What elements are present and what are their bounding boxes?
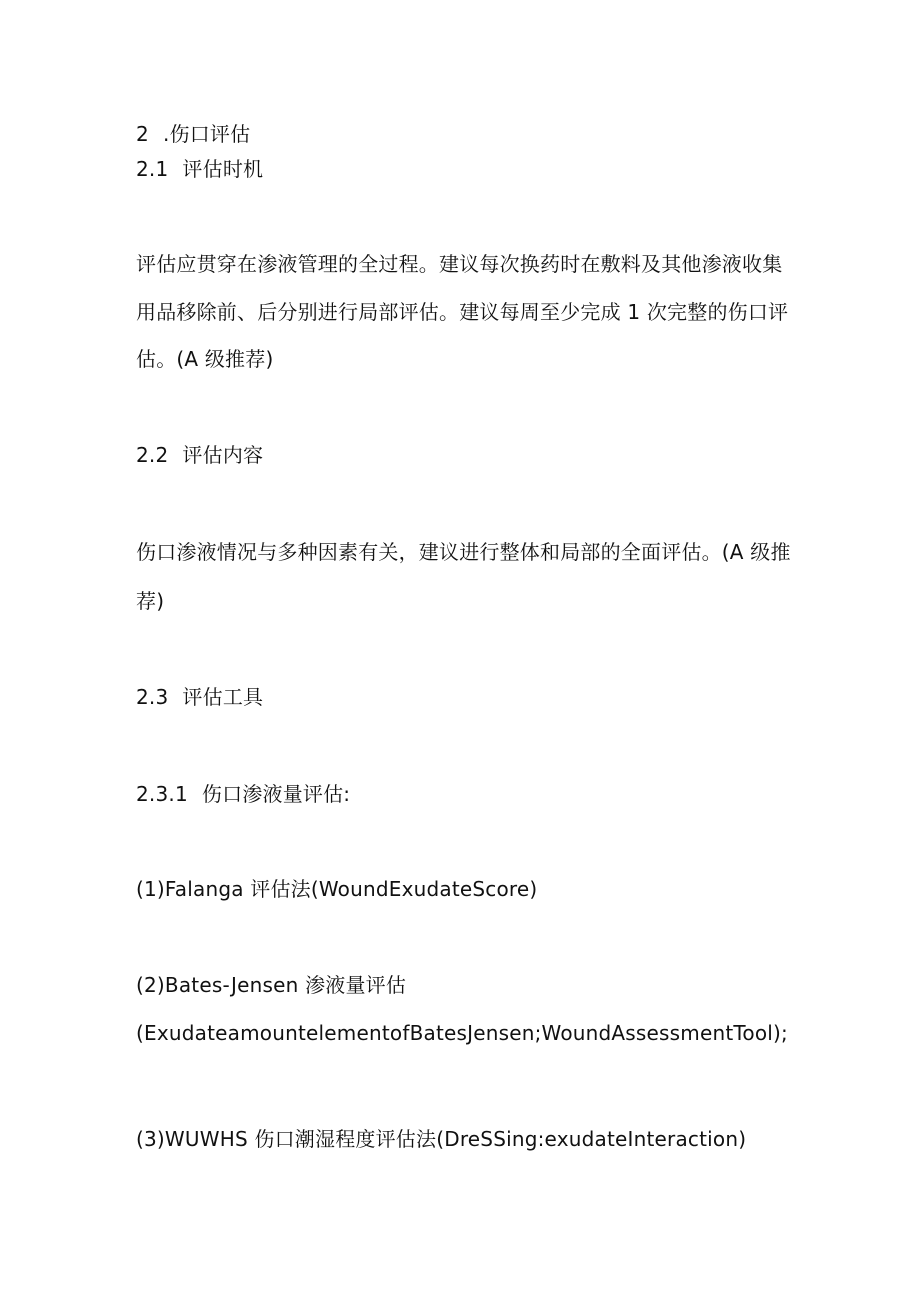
tool-list-item: (1)Falanga 评估法(WoundExudateScore) xyxy=(136,877,538,901)
paragraph-line: 荐) xyxy=(136,589,165,613)
subsection-heading-2-3-1 xyxy=(136,781,350,807)
subsection-heading-2-1 xyxy=(136,156,263,182)
section-heading xyxy=(136,121,250,147)
section-number: 2 xyxy=(136,122,149,146)
paragraph-line: 评估应贯穿在渗液管理的全过程。建议每次换药时在敷料及其他渗液收集 xyxy=(136,252,783,276)
paragraph-line: 伤口渗液情况与多种因素有关，建议进行整体和局部的全面评估。(A 级推 xyxy=(136,540,791,564)
tool-list-item: (3)WUWHS 伤口潮湿程度评估法(DreSSing:exudateInteraction) xyxy=(136,1127,747,1151)
subsection-title: 评估时机 xyxy=(182,157,264,181)
subsection-number: 2.2 xyxy=(136,443,169,467)
paragraph-line: 估。(A 级推荐) xyxy=(136,347,274,371)
subsection-number: 2.3 xyxy=(136,685,169,709)
tool-list-item: (2)Bates-Jensen 渗液量评估 xyxy=(136,973,407,997)
tool-list-item-continuation: (ExudateamountelementofBatesJensen;WoundAssessmentTool); xyxy=(136,1021,788,1045)
paragraph-line: 用品移除前、后分别进行局部评估。建议每周至少完成 1 次完整的伤口评 xyxy=(136,300,789,324)
subsection-heading-2-2 xyxy=(136,442,263,468)
subsection-title: 评估工具 xyxy=(182,685,264,709)
subsection-title: 伤口渗液量评估: xyxy=(201,782,351,806)
subsection-title: 评估内容 xyxy=(182,443,264,467)
section-title: .伤口评估 xyxy=(162,122,251,146)
subsection-heading-2-3 xyxy=(136,684,263,710)
subsection-number: 2.3.1 xyxy=(136,782,188,806)
subsection-number: 2.1 xyxy=(136,157,169,181)
